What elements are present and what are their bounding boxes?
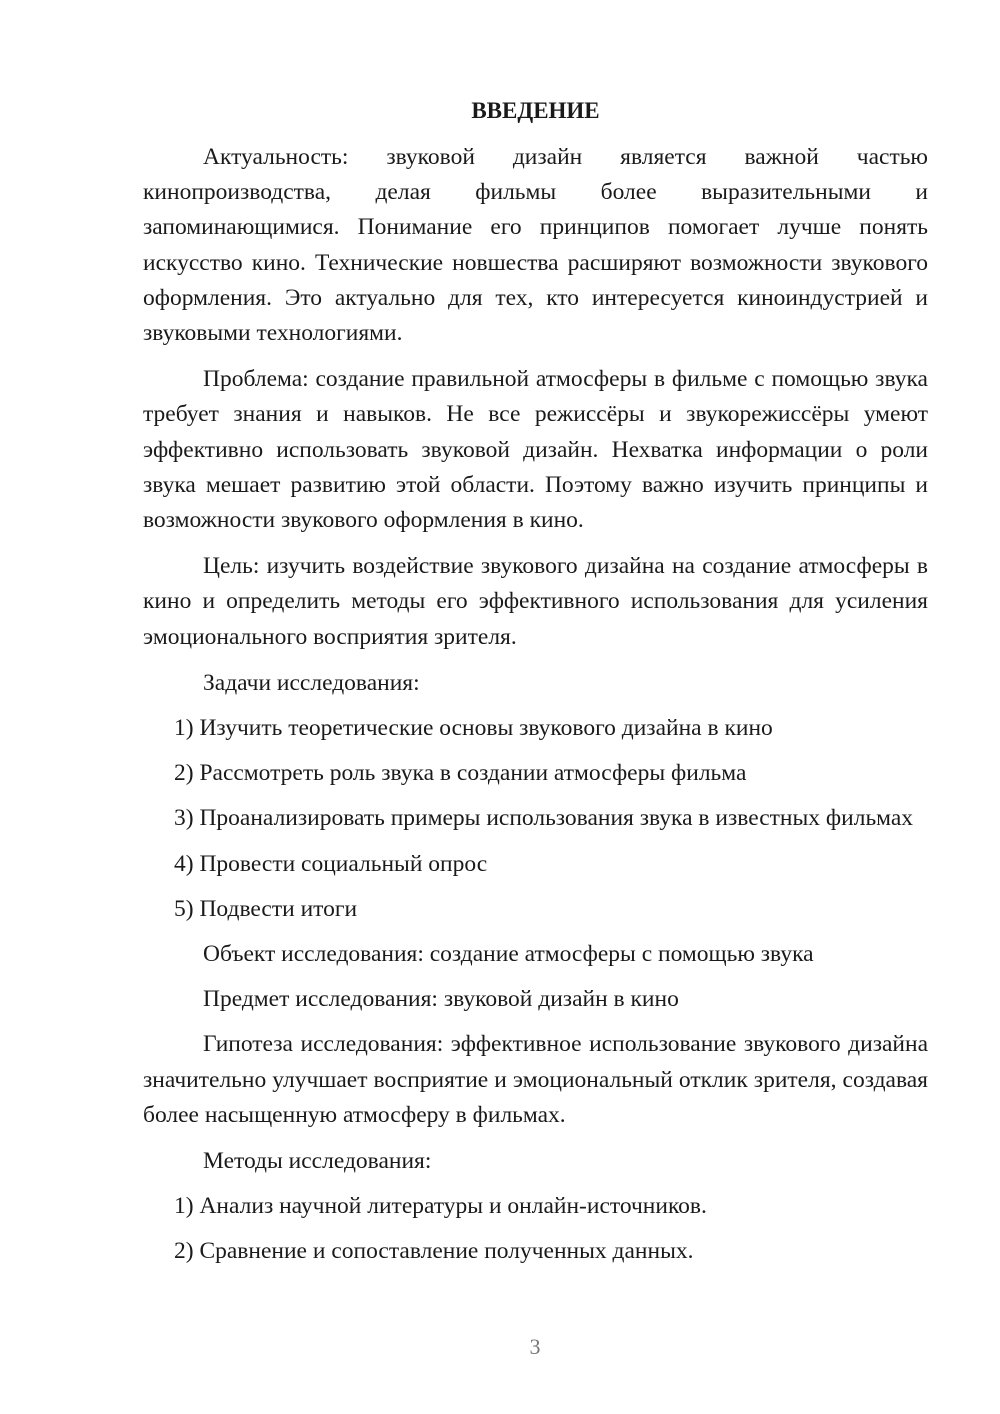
page-number: 3 bbox=[529, 1334, 541, 1359]
task-item: 3) Проанализировать примеры использования звука в известных фильмах bbox=[174, 805, 914, 832]
task-item: 2) Рассмотреть роль звука в создании атмосферы фильма bbox=[174, 760, 747, 787]
methods-title: Методы исследования: bbox=[203, 1148, 432, 1175]
task-item: 1) Изучить теоретические основы звукового дизайна в кино bbox=[174, 715, 773, 742]
method-item: 2) Сравнение и сопоставление полученных данных. bbox=[174, 1238, 694, 1265]
relevance-paragraph: Актуальность: звуковой дизайн является важной частью кинопроизводства, делая фильмы более выразительными и запоминающимися. Понимание его принципов помогает лучше понять искусство кино. Технические новшества расширяют возможности звукового оформления. Это актуально для тех, кто интересуется киноиндустрией и звуковыми технологиями. bbox=[143, 144, 928, 347]
page-content bbox=[143, 93, 928, 1280]
problem-paragraph: Проблема: создание правильной атмосферы в фильме с помощью звука требует знания и навыков. Не все режиссёры и звукорежиссёры умеют эффективно использовать звуковой дизайн. Нехватка информации о роли звука мешает развитию этой области. Поэтому важно изучить принципы и возможности звукового оформления в кино. bbox=[143, 366, 928, 534]
research-object: Объект исследования: создание атмосферы с помощью звука bbox=[203, 941, 814, 968]
method-item: 1) Анализ научной литературы и онлайн-источников. bbox=[174, 1193, 707, 1220]
task-item: 4) Провести социальный опрос bbox=[174, 850, 488, 877]
page-heading: ВВЕДЕНИЕ bbox=[471, 98, 600, 123]
goal-paragraph: Цель: изучить воздействие звукового дизайна на создание атмосферы в кино и определить методы его эффективного использования для усиления эмоционального восприятия зрителя. bbox=[143, 553, 928, 650]
tasks-title: Задачи исследования: bbox=[203, 669, 420, 696]
research-subject: Предмет исследования: звуковой дизайн в кино bbox=[203, 986, 679, 1013]
task-item: 5) Подвести итоги bbox=[174, 895, 358, 922]
hypothesis-paragraph: Гипотеза исследования: эффективное использование звукового дизайна значительно улучшает восприятие и эмоциональный отклик зрителя, создавая более насыщенную атмосферу в фильмах. bbox=[143, 1031, 928, 1128]
